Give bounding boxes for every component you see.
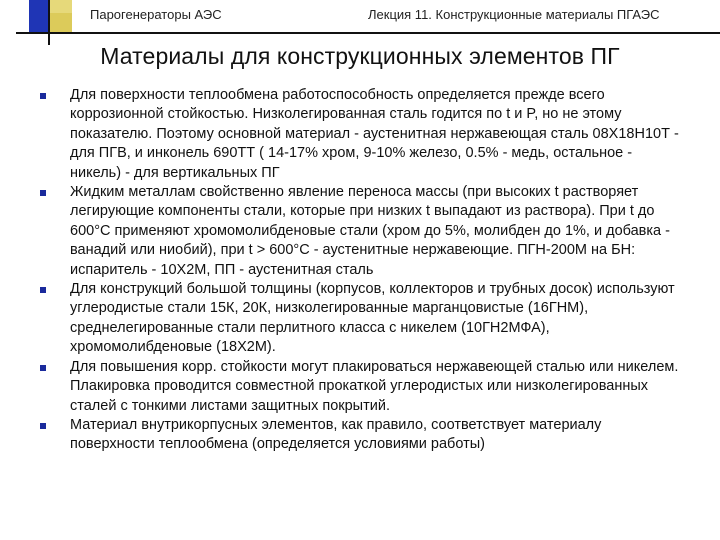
bullet-text: Материал внутрикорпусных элементов, как правило, соответствует материалу поверхности теплообмена (определяется условиями работы): [70, 416, 602, 453]
bullet-marker-icon: [40, 190, 46, 196]
bullet-text: Для конструкций большой толщины (корпусов, коллекторов и трубных досок) используют углеродистые стали 15К, 20К, низколегированные марганцовистые (16ГНМ), среднелегированные стали перлитного класса с никелем (10ГН2МФА), хромомолибденовые (18Х2М).: [70, 281, 675, 356]
bullet-text: Для повышения корр. стойкости могут плакироваться нержавеющей сталью или никелем. Плакировка проводится совместной прокаткой углеродистых или низколегированных сталей с тонкими листами защитных покрытий.: [70, 358, 679, 414]
header-course-title: Парогенераторы АЭС: [90, 7, 222, 22]
bullet-text: Жидким металлам свойственно явление переноса массы (при высоких t растворяет легирующие компоненты стали, которые при низких t выпадают из раствора). При t до 600°С применяют хромомолибденовые стали (хром до 5%, молибден до 1%, и добавка - ванадий или ниобий), при t > 600°С - аустенитные нержавеющие. ПГН-200М на БН: испаритель - 10Х2М, ПП - аустенитная сталь: [70, 184, 670, 278]
decor-vertical-line: [48, 0, 50, 45]
bullet-item: [40, 416, 680, 455]
decor-square-yellow-mid: [50, 13, 72, 32]
bullet-text: Для поверхности теплообмена работоспособность определяется прежде всего коррозионной стойкостью. Низколегированная сталь годится по t и P, но не этому показателю. Поэтому основной материал - аустенитная нержавеющая сталь 08Х18Н10Т - для ПГВ, и инконель 690ТТ ( 14-17% хром, 9-10% железо, 0.5% - медь, остальное - никель) - для вертикальных ПГ: [70, 87, 679, 181]
slide-title: Материалы для конструкционных элементов ПГ: [100, 43, 620, 69]
bullet-item: [40, 86, 680, 183]
bullet-item: [40, 280, 680, 358]
header-lecture-title: Лекция 11. Конструкционные материалы ПГАЭС: [368, 7, 660, 22]
decor-square-yellow-top: [50, 0, 72, 13]
bullet-item: [40, 358, 680, 416]
bullet-marker-icon: [40, 93, 46, 99]
bullet-item: [40, 183, 680, 280]
bullet-marker-icon: [40, 365, 46, 371]
bullet-marker-icon: [40, 423, 46, 429]
header-divider: [16, 32, 720, 34]
bullet-list: [40, 86, 680, 455]
bullet-marker-icon: [40, 287, 46, 293]
